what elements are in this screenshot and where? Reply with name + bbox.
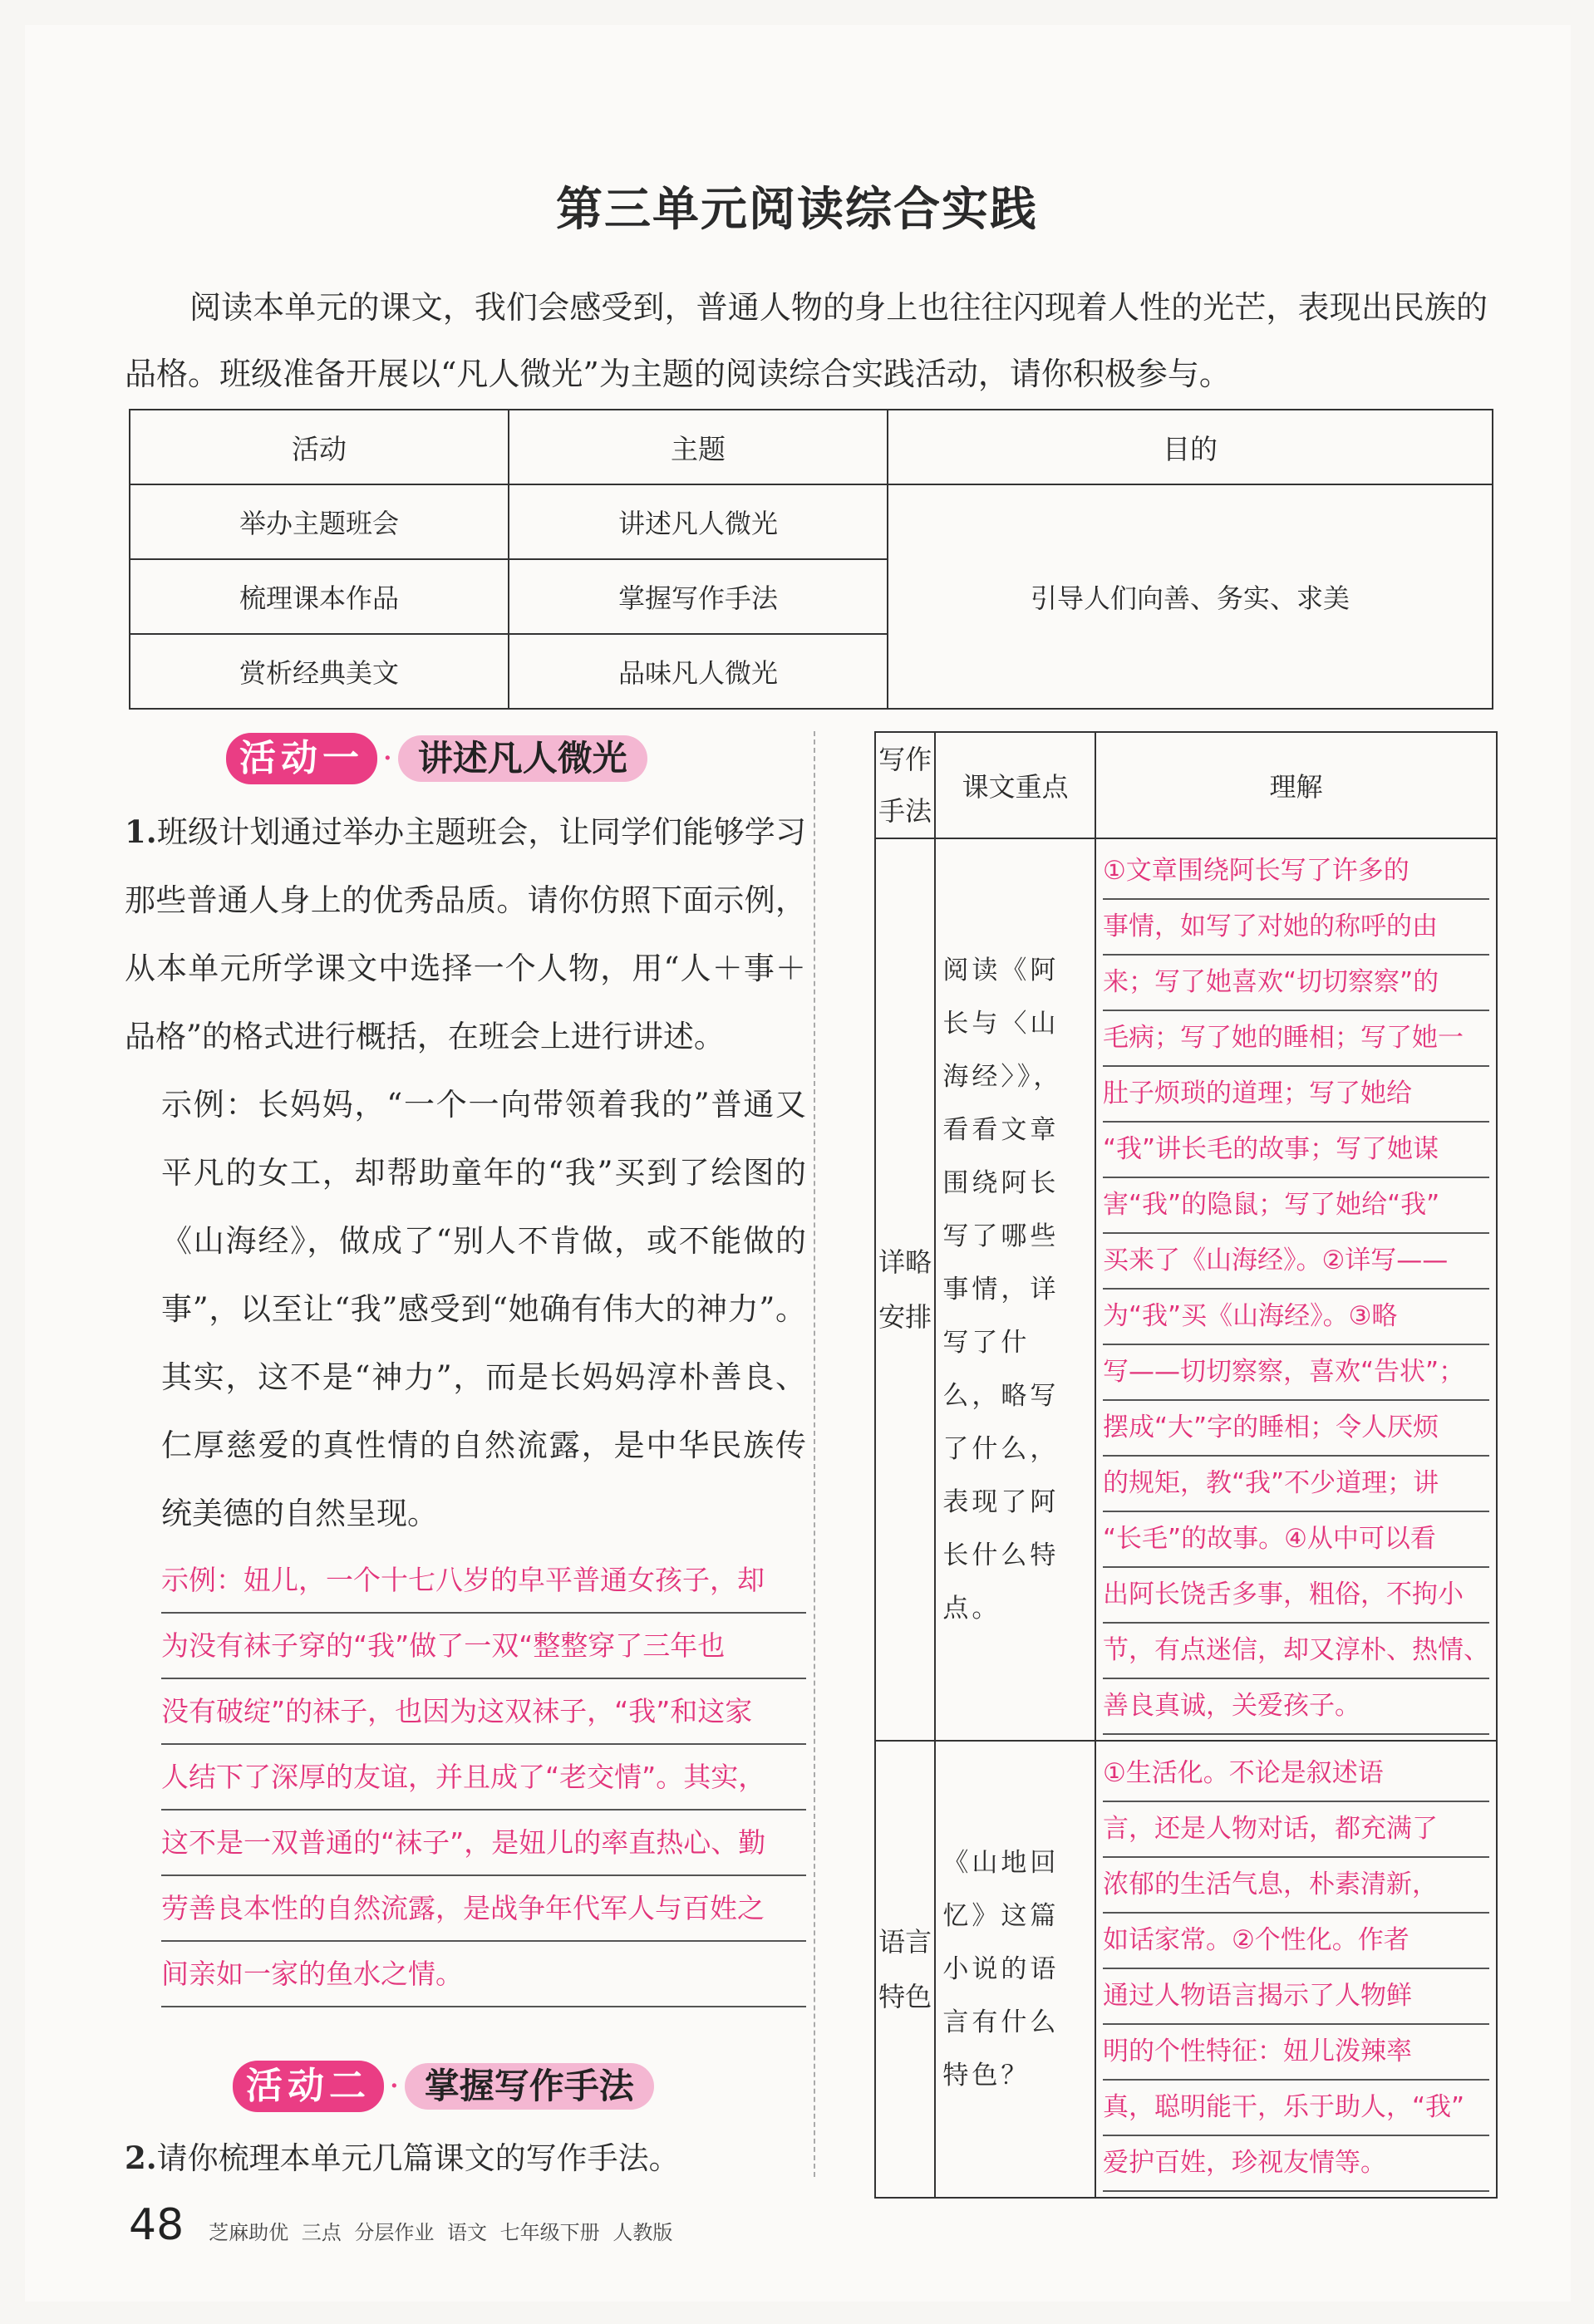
- header-theme: 主题: [509, 410, 888, 484]
- answer-line: 的规矩，教“我”不少道理；讲: [1103, 1457, 1489, 1512]
- answer-line: 毛病；写了她的睡相；写了她一: [1103, 1011, 1489, 1067]
- answer-line: 害“我”的隐鼠；写了她给“我”: [1103, 1178, 1489, 1234]
- page-title: 第三单元阅读综合实践: [556, 182, 1038, 237]
- answer-line: 事情，如写了对她的称呼的由: [1103, 900, 1489, 956]
- question-two-text: 请你梳理本单元几篇课文的写作手法。: [156, 2140, 680, 2176]
- answer-line: 爱护百姓，珍视友情等。: [1103, 2136, 1489, 2192]
- cell-purpose: 引导人们向善、务实、求美: [888, 484, 1493, 709]
- answer-line: 买来了《山海经》。②详写——: [1103, 1234, 1489, 1290]
- separator-dot: ·: [389, 2067, 400, 2105]
- answer-line: ①文章围绕阿长写了许多的: [1103, 844, 1489, 900]
- answer-line: 示例：妞儿，一个十七八岁的皁平普通女孩子，却: [161, 1548, 806, 1614]
- example-text: 示例：长妈妈，“一个一向带领着我的”普通又平凡的女工，却帮助童年的“我”买到了绘图的《山海经》，做成了“别人不肯做，或不能做的事”，以至让“我”感受到“她确有伟大的神力”。其实，这不是“神力”，而是长妈妈淳朴善良、仁厚慈爱的真性情的自然流露，是中华民族传统美德的自然呈现。: [161, 1087, 806, 1531]
- answer-cell: [1095, 1741, 1497, 2198]
- answer-line: 为“我”买《山海经》。③略: [1103, 1290, 1489, 1345]
- cell-theme: 品味凡人微光: [509, 634, 888, 709]
- answer-line: “长毛”的故事。④从中可以看: [1103, 1512, 1489, 1568]
- intro-paragraph: 阅读本单元的课文，我们会感受到，普通人物的身上也往往闪现着人性的光芒，表现出民族的品格。班级准备开展以“凡人微光”为主题的阅读综合实践活动，请你积极参与。: [125, 289, 1488, 392]
- answer-line: 言，还是人物对话，都充满了: [1103, 1802, 1489, 1858]
- answer-line: 写——切切察察，喜欢“告状”；: [1103, 1345, 1489, 1401]
- technique-cell: 详略安排: [875, 838, 935, 1741]
- answer-line: 没有破绽”的袜子，也因为这双袜子，“我”和这家: [161, 1679, 806, 1745]
- header-purpose: 目的: [888, 410, 1493, 484]
- answer-line: 这不是一双普通的“袜子”，是妞儿的率直热心、勤: [161, 1811, 806, 1876]
- answer-cell: [1095, 838, 1497, 1741]
- focus-cell: 阅读《阿长与〈山海经〉》，看看文章围绕阿长写了哪些事情，详写了什么，略写了什么，表现了阿长什么特点。: [935, 838, 1095, 1741]
- focus-cell: 《山地回忆》这篇小说的语言有什么特色？: [935, 1741, 1095, 2198]
- answer-line: 人结下了深厚的友谊，并且成了“老交情”。其实，: [161, 1745, 806, 1811]
- answer-line: 如话家常。②个性化。作者: [1103, 1914, 1489, 1969]
- answer-line: ①生活化。不论是叙述语: [1103, 1747, 1489, 1802]
- answer-line: 间亲如一家的鱼水之情。: [161, 1942, 806, 2007]
- cell-theme: 掌握写作手法: [509, 559, 888, 634]
- cell-activity: 举办主题班会: [130, 484, 509, 559]
- answer-line: 通过人物语言揭示了人物鲜: [1103, 1969, 1489, 2025]
- writing-technique-table: [874, 731, 1498, 2199]
- cell-theme: 讲述凡人微光: [509, 484, 888, 559]
- activity-two-name: 掌握写作手法: [405, 2063, 654, 2110]
- answer-line: 出阿长饶舌多事，粗俗，不拘小: [1103, 1568, 1489, 1624]
- cell-activity: 赏析经典美文: [130, 634, 509, 709]
- question-one: [125, 798, 806, 2007]
- technique-cell: 语言特色: [875, 1741, 935, 2198]
- answer-line: 来；写了她喜欢“切切察察”的: [1103, 956, 1489, 1011]
- answer-line: 节，有点迷信，却又淳朴、热情、: [1103, 1624, 1489, 1679]
- page-number: 48: [129, 2200, 184, 2250]
- header-understanding: 理解: [1095, 732, 1497, 838]
- header-activity: 活动: [130, 410, 509, 484]
- answer-line: 真，聪明能干，乐于助人，“我”: [1103, 2081, 1489, 2136]
- activity-one-banner: [226, 731, 647, 786]
- footer-text: 芝麻助优 三点 分层作业 语文 七年级下册 人教版: [209, 2221, 673, 2244]
- answer-line: 善良真诚，关爱孩子。: [1103, 1679, 1489, 1735]
- activity-one-name: 讲述凡人微光: [398, 735, 647, 782]
- column-divider: [814, 731, 815, 2177]
- answer-line: 为没有袜子穿的“我”做了一双“整整穿了三年也: [161, 1614, 806, 1679]
- question-number: 2.: [125, 2140, 157, 2176]
- activity-two-banner: [233, 2059, 654, 2114]
- activity-one-label: 活动一: [226, 733, 377, 784]
- page-footer: [129, 2200, 672, 2250]
- answer-block-one: [125, 1548, 806, 2007]
- header-technique: 写作手法: [875, 732, 935, 838]
- answer-line: 劳善良本性的自然流露，是战争年代军人与百姓之: [161, 1876, 806, 1942]
- activity-table: [129, 409, 1493, 710]
- question-one-text: 1.班级计划通过举办主题班会，让同学们能够学习那些普通人身上的优秀品质。请你仿照下面示例，从本单元所学课文中选择一个人物，用“人＋事＋品格”的格式进行概括，在班会上进行讲述。: [125, 813, 806, 1054]
- question-two: [125, 2124, 806, 2193]
- answer-line: 明的个性特征：妞儿泼辣率: [1103, 2025, 1489, 2081]
- answer-line: 肚子烦琐的道理；写了她给: [1103, 1067, 1489, 1123]
- answer-line: “我”讲长毛的故事；写了她谋: [1103, 1123, 1489, 1178]
- header-focus: 课文重点: [935, 732, 1095, 838]
- cell-activity: 梳理课本作品: [130, 559, 509, 634]
- question-number: 1.: [125, 813, 157, 850]
- answer-line: 浓郁的生活气息，朴素清新，: [1103, 1858, 1489, 1914]
- separator-dot: ·: [382, 739, 393, 778]
- activity-two-label: 活动二: [233, 2061, 384, 2112]
- answer-line: 摆成“大”字的睡相；令人厌烦: [1103, 1401, 1489, 1457]
